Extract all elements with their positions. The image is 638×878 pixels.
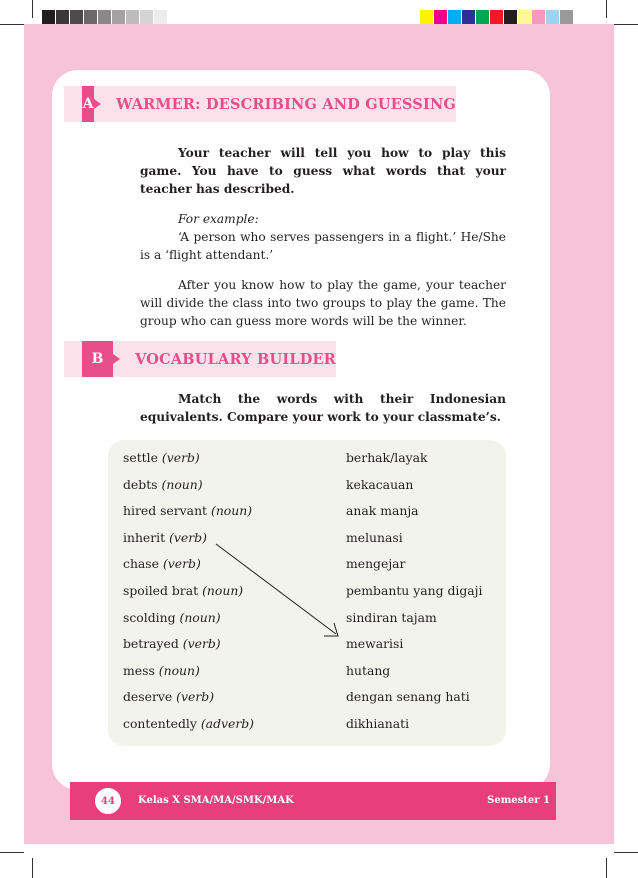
vocab-word — [123, 663, 200, 679]
vocab-meaning: dikhianati — [346, 716, 410, 731]
vocab-part-of-speech: (verb) — [161, 450, 200, 465]
vocab-part-of-speech: (verb) — [169, 529, 207, 545]
crop-mark — [606, 0, 607, 18]
vocab-part-of-speech: (noun) — [179, 609, 221, 625]
section-a-header — [64, 86, 456, 122]
vocab-part-of-speech: (noun) — [210, 503, 253, 519]
crop-mark — [0, 24, 24, 25]
vocab-meaning: berhak/layak — [346, 450, 428, 465]
vocab-word — [123, 450, 200, 466]
section-a-title: WARMER: DESCRIBING AND GUESSING — [116, 95, 456, 113]
vocab-meaning: kekacauan — [346, 476, 414, 492]
vocab-word-text: deserve — [123, 689, 173, 705]
section-b-title: VOCABULARY BUILDER — [135, 350, 336, 368]
vocab-word — [123, 583, 243, 599]
vocab-word — [123, 636, 221, 652]
crop-mark — [32, 0, 33, 18]
crop-mark — [32, 858, 33, 878]
vocab-meaning: pembantu yang digaji — [346, 583, 483, 598]
section-b-intro: Match the words with their Indonesian equivalents. Compare your work to your classmate’s. — [140, 392, 506, 424]
example-quote: ‘A person who serves passengers in a flight.’ He/She is a ‘flight attendant.’ — [140, 230, 506, 262]
vocab-word-text: hired servant — [123, 503, 208, 519]
vocab-word — [123, 530, 207, 546]
vocab-part-of-speech: (noun) — [202, 583, 244, 598]
crop-mark — [614, 24, 638, 25]
vocab-word — [123, 610, 221, 626]
vocab-part-of-speech: (noun) — [158, 662, 200, 678]
section-a-intro: Your teacher will tell you how to play this game. You have to guess what words that your teacher has described. — [140, 146, 506, 196]
vocab-meaning: anak manja — [346, 503, 419, 519]
vocab-meaning: hutang — [346, 662, 391, 678]
vocab-meaning: dengan senang hati — [346, 689, 470, 705]
vocab-word-text: chase — [123, 556, 159, 572]
vocab-word — [123, 503, 252, 519]
page-number: 44 — [93, 786, 123, 816]
vocab-meaning: melunasi — [346, 529, 403, 545]
vocab-word-text: debts — [123, 476, 158, 492]
vocab-word-text: spoiled brat — [123, 583, 199, 598]
section-b-body — [140, 390, 506, 426]
vocab-word-text: betrayed — [123, 636, 179, 652]
vocab-part-of-speech: (verb) — [162, 556, 201, 572]
vocab-word — [123, 689, 214, 705]
section-b-letter: B — [82, 341, 113, 377]
vocab-part-of-speech: (verb) — [182, 636, 221, 652]
section-b-header — [64, 341, 336, 377]
vocab-word — [123, 716, 254, 732]
section-a-body — [140, 144, 506, 330]
vocab-word-text: settle — [123, 450, 158, 465]
section-a-instruction: After you know how to play the game, your teacher will divide the class into two groups to play the game. The group who can guess more words will be the winner. — [140, 278, 506, 328]
section-a-letter: A — [82, 86, 94, 122]
vocab-word-text: inherit — [123, 529, 166, 545]
vocab-meaning: sindiran tajam — [346, 609, 437, 625]
vocab-word-text: mess — [123, 662, 155, 678]
vocab-word — [123, 477, 203, 493]
example-label: For example: — [178, 212, 259, 226]
book-title: Kelas X SMA/MA/SMK/MAK — [138, 795, 294, 806]
vocab-word — [123, 556, 201, 572]
vocab-meaning: mewarisi — [346, 636, 404, 652]
vocab-part-of-speech: (verb) — [176, 689, 215, 705]
crop-mark — [0, 852, 24, 853]
vocab-word-text: scolding — [123, 609, 176, 625]
vocab-word-text: contentedly — [123, 716, 197, 731]
vocab-part-of-speech: (adverb) — [200, 716, 255, 731]
crop-mark — [614, 852, 638, 853]
semester-label: Semester 1 — [487, 795, 550, 806]
vocabulary-table — [108, 440, 506, 746]
vocab-meaning: mengejar — [346, 556, 406, 572]
vocab-part-of-speech: (noun) — [161, 476, 203, 492]
crop-mark — [606, 858, 607, 878]
